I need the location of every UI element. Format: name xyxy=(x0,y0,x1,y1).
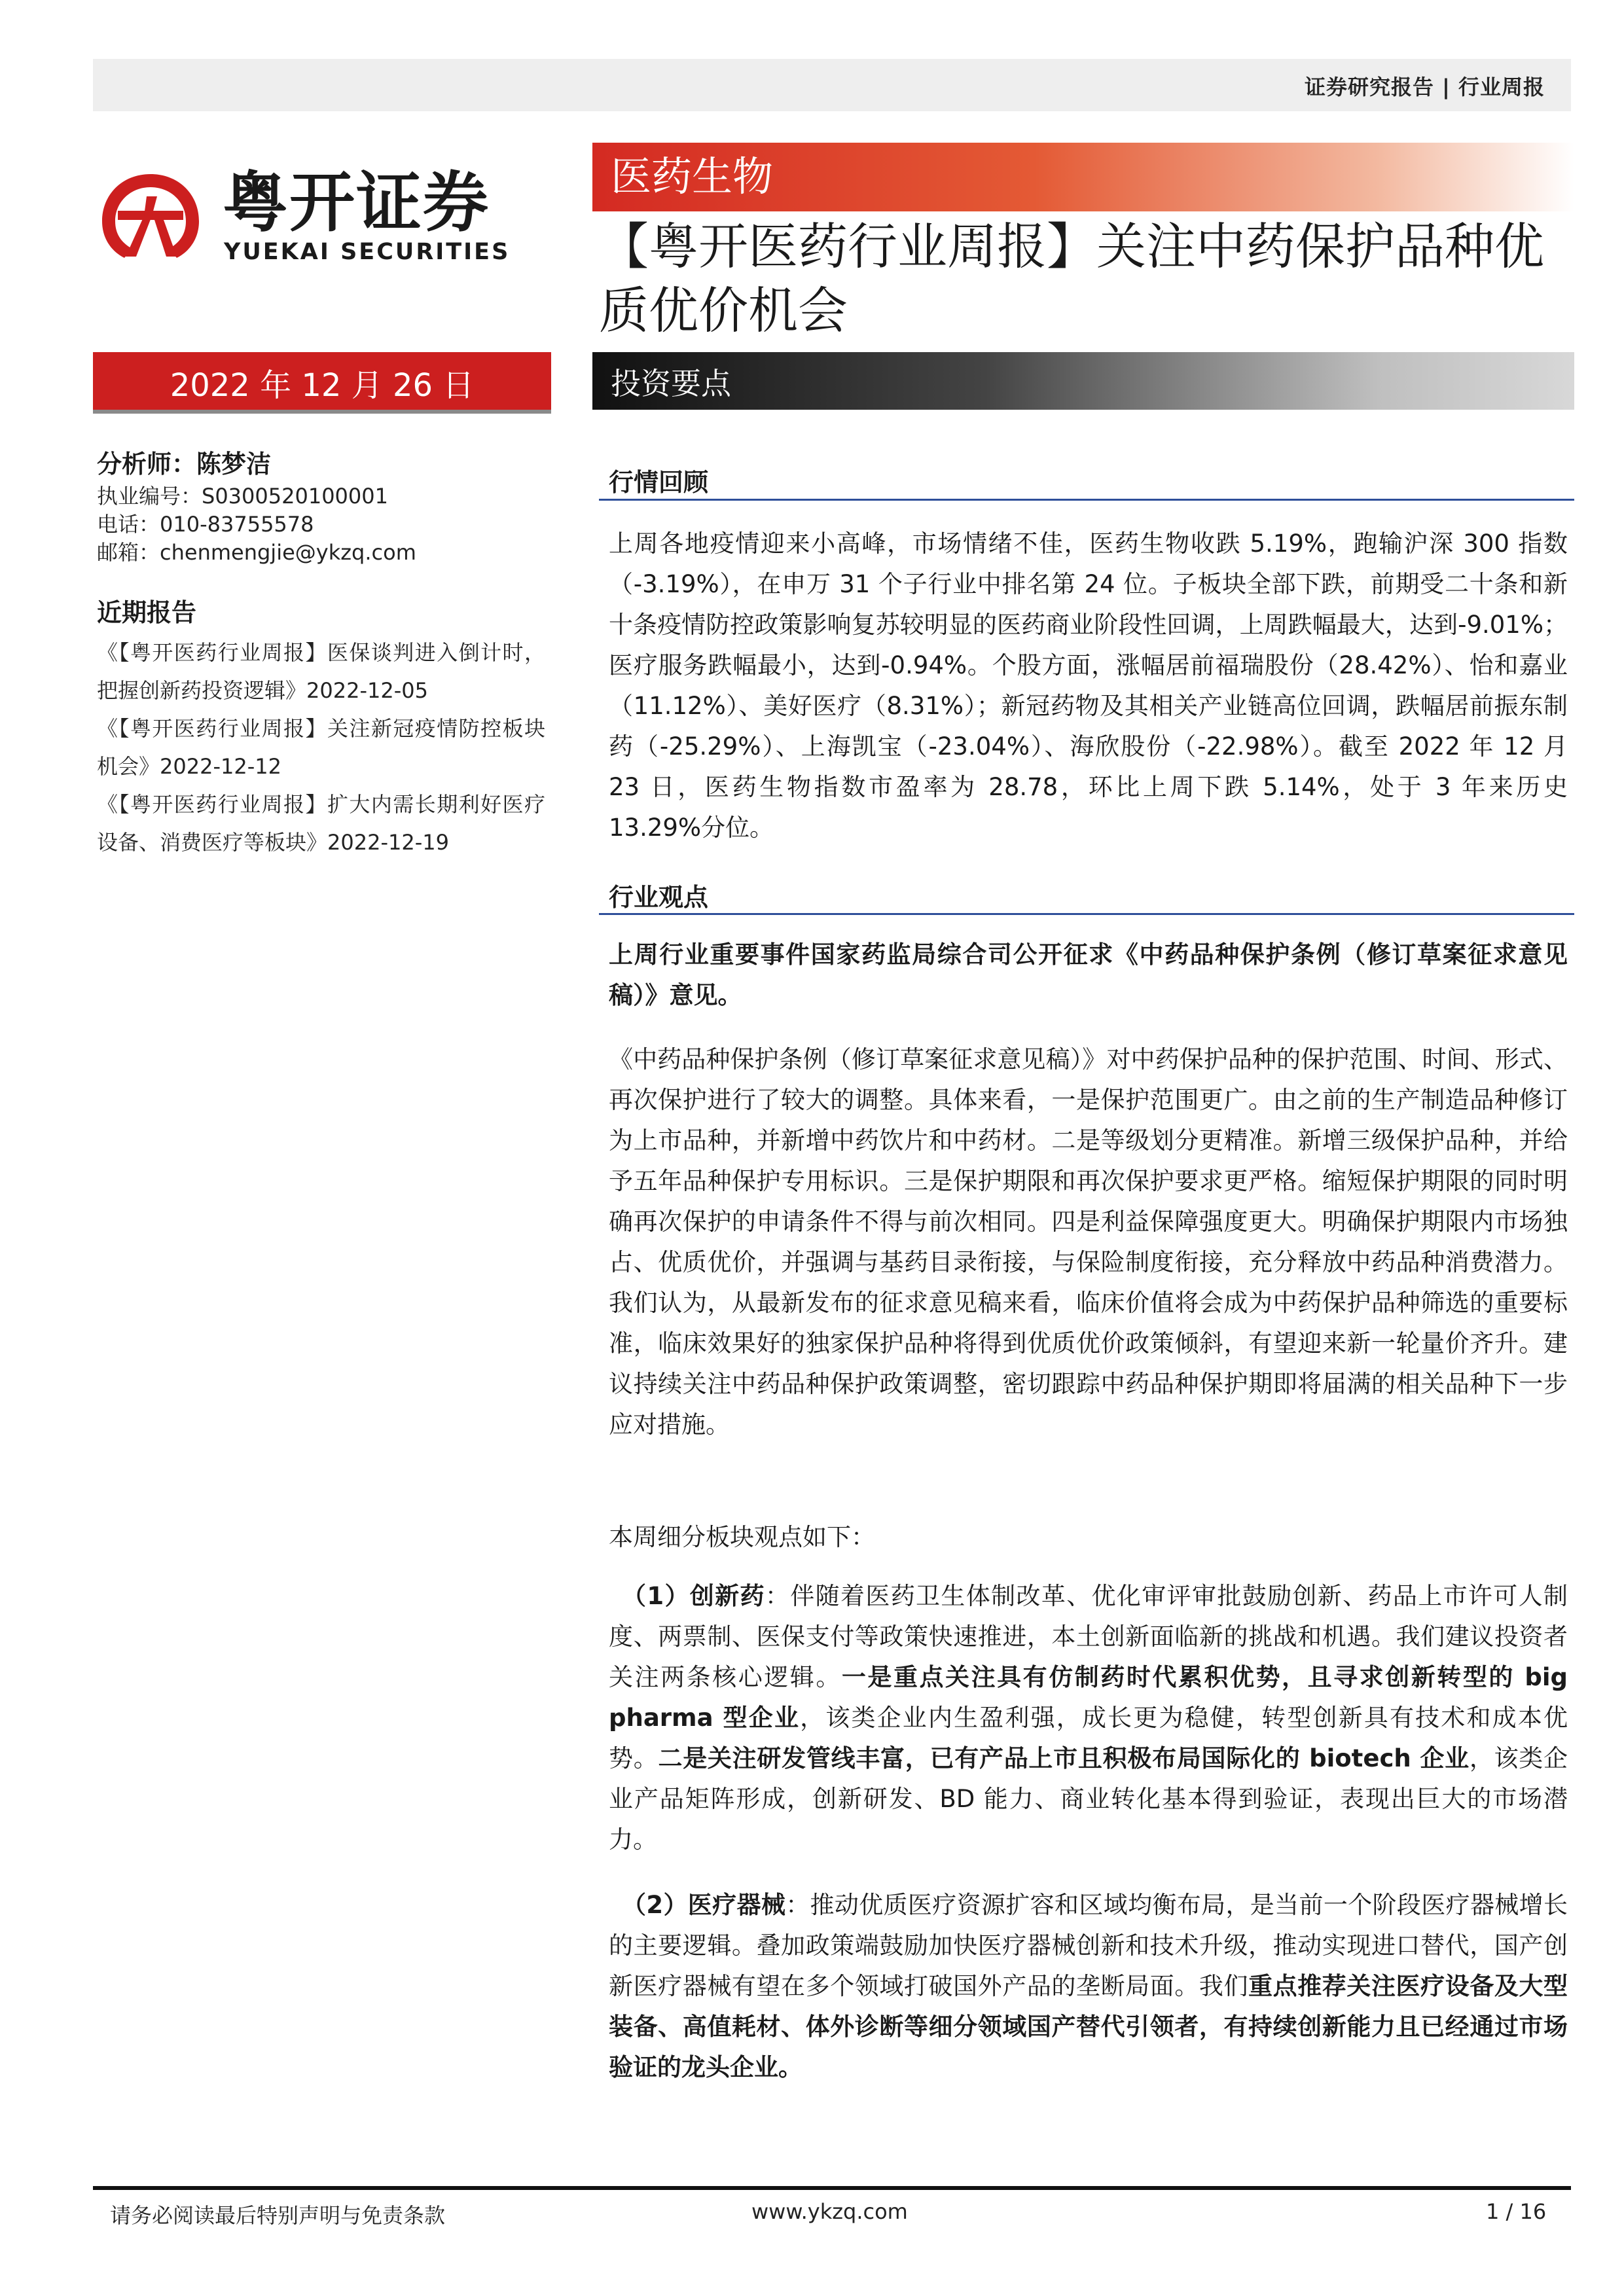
report-date: 2022 年 12 月 26 日 xyxy=(170,367,475,404)
investment-highlights-bar xyxy=(592,352,1574,410)
footer-disclaimer[interactable]: 请务必阅读最后特别声明与免责条款 xyxy=(110,2203,446,2228)
market-review-text: 上周各地疫情迎来小高峰，市场情绪不佳，医药生物收跌 5.19%，跑输沪深 300 指数（-3.19%），在申万 31 个子行业中排名第 24 位。子板块全部下跌，前期受二十条和新十条疫情防控政策影响复苏较明显的医药商业阶段性回调，上周跌幅最大，达到-9.01%；医疗服务跌幅最小，达到-0.94%。个股方面，涨幅居前福瑞股份（28.42%）、怡和嘉业（11.12%）、美好医疗（8.31%）；新冠药物及其相关产业链高位回调，跌幅居前振东制药（-25.29%）、上海凯宝（-23.04%）、海欣股份（-22.98%）。截至 2022 年 12 月 23 日，医药生物指数市盈率为 28.78，环比上周下跌 5.14%，处于 3 年来历史 13.29%分位。 xyxy=(609,529,1568,842)
logo-chinese-name: 粤开证券 xyxy=(223,164,490,241)
analyst-phone: 电话：010-83755578 xyxy=(97,512,314,537)
analyst-email[interactable]: 邮箱：chenmengjie@ykzq.com xyxy=(97,540,416,565)
medical-device-label: （2）医疗器械 xyxy=(622,1891,786,1919)
innovative-drug-text-a: ：伴随着医药卫生体制改革、优化审评审批鼓励创新、药品上市许可人制度、两票制、医保支付等政策快速推进，本土创新面临新的挑战和机遇。我们建议投资者关注两条核心逻辑。 xyxy=(609,1582,1568,1691)
recent-report-item[interactable]: 《【粤开医药行业周报】医保谈判进入倒计时，把握创新药投资逻辑》2022-12-05 xyxy=(97,640,545,703)
industry-view-lead: 上周行业重要事件国家药监局综合司公开征求《中药品种保护条例（修订草案征求意见稿）》意见。 xyxy=(609,941,1568,1009)
top-header-bar xyxy=(93,59,1571,111)
recent-report-item[interactable]: 《【粤开医药行业周报】扩大内需长期利好医疗设备、消费医疗等板块》2022-12-19 xyxy=(97,792,545,855)
sector-label: 医药生物 xyxy=(611,152,774,200)
report-title: 【粤开医药行业周报】关注中药保护品种优质优价机会 xyxy=(599,217,1544,340)
investment-highlights-label: 投资要点 xyxy=(611,366,731,401)
analyst-license: 执业编号：S0300520100001 xyxy=(97,484,388,509)
recent-reports-heading: 近期报告 xyxy=(97,598,197,627)
company-logo xyxy=(98,164,556,265)
market-review-heading: 行情回顾 xyxy=(609,468,709,497)
innovative-drug-text-d: 二是关注研发管线丰富，已有产品上市且积极布局国际化的 biotech 企业 xyxy=(658,1744,1470,1772)
subsector-intro: 本周细分板块观点如下： xyxy=(609,1523,875,1551)
report-type-label: 证券研究报告 | 行业周报 xyxy=(1305,75,1545,99)
innovative-drug-text-e: ，该类企业产品矩阵形成，创新研发、BD 能力、商业转化基本得到验证，表现出巨大的市场潜力。 xyxy=(609,1744,1568,1854)
innovative-drug-text-c: ，该类企业内生盈利强，成长更为稳健，转型创新具有技术和成本优势。 xyxy=(609,1704,1568,1772)
industry-view-paragraph: 《中药品种保护条例（修订草案征求意见稿）》对中药保护品种的保护范围、时间、形式、再次保护进行了较大的调整。具体来看，一是保护范围更广。由之前的生产制造品种修订为上市品种，并新增中药饮片和中药材。二是等级划分更精准。新增三级保护品种，并给予五年品种保护专用标识。三是保护期限和再次保护要求更严格。缩短保护期限的同时明确再次保护的申请条件不得与前次相同。四是利益保障强度更大。明确保护期限内市场独占、优质优价，并强调与基药目录衔接，与保险制度衔接，充分释放中药品种消费潜力。我们认为，从最新发布的征求意见稿来看，临床价值将会成为中药保护品种筛选的重要标准，临床效果好的独家保护品种将得到优质优价政策倾斜，有望迎来新一轮量价齐升。建议持续关注中药品种保护政策调整，密切跟踪中药品种保护期即将届满的相关品种下一步应对措施。 xyxy=(609,1045,1568,1439)
section-divider xyxy=(599,913,1574,915)
date-box xyxy=(93,352,551,414)
logo-emblem-icon xyxy=(98,170,203,262)
section-divider xyxy=(599,499,1574,501)
logo-english-name: YUEKAI SECURITIES xyxy=(224,239,511,265)
industry-view-heading: 行业观点 xyxy=(609,883,709,912)
medical-device-paragraph xyxy=(609,1885,1568,2088)
medical-device-text-b: 重点推荐关注医疗设备及大型装备、高值耗材、体外诊断等细分领域国产替代引领者，有持续创新能力且已经通过市场验证的龙头企业。 xyxy=(609,1972,1568,2081)
analyst-name: 分析师：陈梦洁 xyxy=(97,450,272,478)
innovative-drug-text-b: 一是重点关注具有仿制药时代累积优势，且寻求创新转型的 big pharma 型企业 xyxy=(609,1663,1568,1732)
innovative-drug-label: （1）创新药 xyxy=(622,1582,765,1610)
footer-page-number: 1 / 16 xyxy=(1486,2199,1547,2224)
footer-divider xyxy=(93,2186,1571,2190)
recent-report-item[interactable]: 《【粤开医药行业周报】关注新冠疫情防控板块机会》2022-12-12 xyxy=(97,716,545,779)
recent-reports-list xyxy=(97,634,545,861)
footer-website[interactable]: www.ykzq.com xyxy=(751,2199,908,2224)
innovative-drug-paragraph xyxy=(609,1576,1568,1860)
sector-banner xyxy=(592,143,1574,211)
medical-device-text-a: ：推动优质医疗资源扩容和区域均衡布局，是当前一个阶段医疗器械增长的主要逻辑。叠加政策端鼓励加快医疗器械创新和技术升级，推动实现进口替代，国产创新医疗器械有望在多个领域打破国外产品的垄断局面。我们 xyxy=(609,1891,1568,2000)
